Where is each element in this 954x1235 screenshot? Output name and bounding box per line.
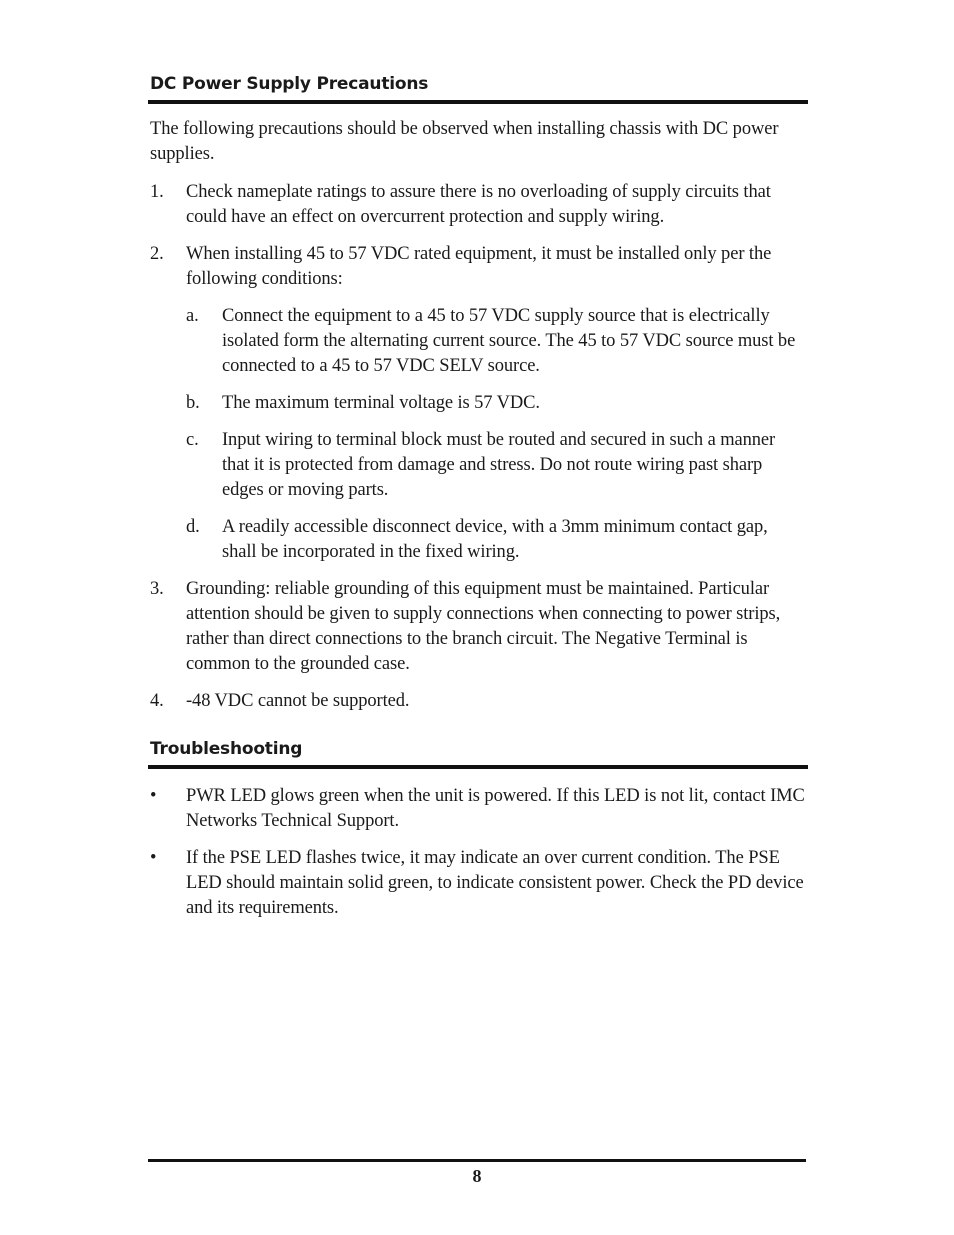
sub-marker: a. [186,306,199,326]
list-marker: 1. [150,182,164,202]
sub-item-text: Input wiring to terminal block must be routed and secured in such a manner that it is protected from damage and stress. Do not route wiring past sharp edges or moving parts. [222,430,776,500]
list-item-1 [150,180,805,230]
section-heading-dc-power: DC Power Supply Precautions [148,74,808,104]
list-item-text: Grounding: reliable grounding of this equipment must be maintained. Particular attention should be given to supply connections when connecting to power strips, rather than direct connections to the branch circuit. The Negative Terminal is common to the grounded case. [186,579,781,674]
bullet-item-2 [150,846,805,921]
bullet-text: PWR LED glows green when the unit is powered. If this LED is not lit, contact IMC Networks Technical Support. [186,786,805,831]
sub-marker: d. [186,517,200,537]
sub-item-text: The maximum terminal voltage is 57 VDC. [222,393,540,413]
list-item-text: Check nameplate ratings to assure there is no overloading of supply circuits that could have an effect on overcurrent protection and supply wiring. [186,182,771,227]
sub-item-b [186,391,806,416]
intro-paragraph: The following precautions should be observed when installing chassis with DC power supplies. [150,119,779,164]
list-item-2 [150,242,805,292]
section-heading-troubleshooting: Troubleshooting [148,739,808,769]
sub-item-text: A readily accessible disconnect device, with a 3mm minimum contact gap, shall be incorporated in the fixed wiring. [222,517,768,562]
bullet-text: If the PSE LED flashes twice, it may indicate an over current condition. The PSE LED should maintain solid green, to indicate consistent power. Check the PD device and its requirements. [186,848,804,918]
bullet-marker: • [150,848,157,868]
footer-rule [148,1159,806,1162]
list-item-3 [150,577,805,677]
sub-marker: c. [186,430,199,450]
list-item-text: -48 VDC cannot be supported. [186,691,410,711]
bullet-marker: • [150,786,157,806]
sub-item-text: Connect the equipment to a 45 to 57 VDC supply source that is electrically isolated form the alternating current source. The 45 to 57 VDC source must be connected to a 45 to 57 VDC SELV source. [222,306,796,376]
list-item-4 [150,689,805,714]
document-page [148,0,806,1235]
bullet-item-1 [150,784,805,834]
sub-marker: b. [186,393,200,413]
list-item-text: When installing 45 to 57 VDC rated equipment, it must be installed only per the following conditions: [186,244,772,289]
page-number: 8 [472,1166,482,1186]
list-marker: 3. [150,579,164,599]
list-marker: 2. [150,244,164,264]
sub-item-a [186,304,806,379]
sub-item-c [186,428,806,503]
list-marker: 4. [150,691,164,711]
sub-item-d [186,515,806,565]
